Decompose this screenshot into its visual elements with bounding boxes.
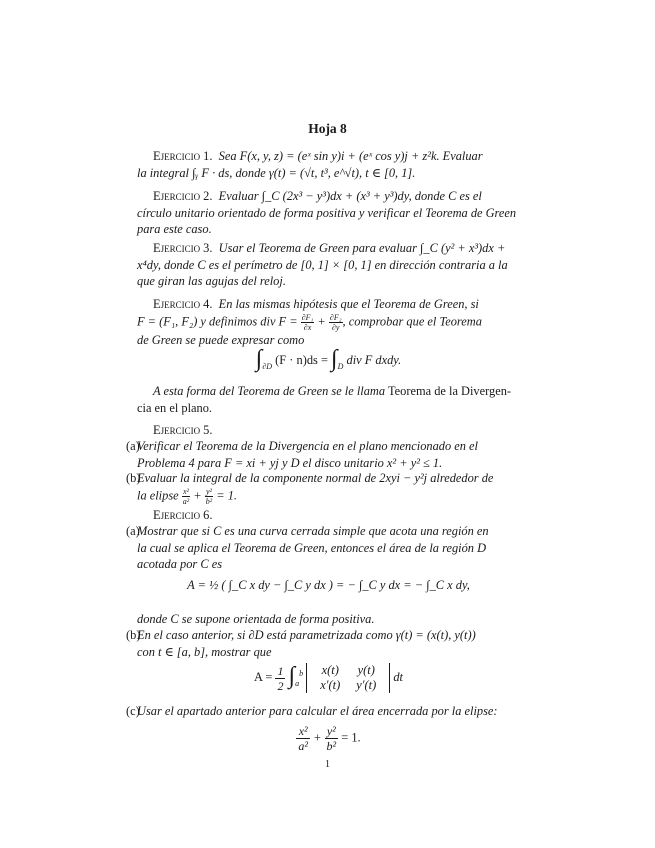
exercise-3-line-1: Usar el Teorema de Green para evaluar ∫_C (y² + x³)dx + bbox=[218, 241, 506, 255]
exercise-5-heading-row bbox=[137, 422, 520, 439]
exercise-4-note bbox=[137, 383, 520, 416]
partial-fraction-2: $\frac{\text{∂F₂}}{\partial y}$ bbox=[329, 312, 342, 332]
item-label: (a) bbox=[126, 439, 140, 453]
exercise-2-line-1: Evaluar ∫_C (2x³ − y³)dx + (x³ + y³)dy, donde C es el bbox=[218, 189, 482, 203]
exercise-4-line-3: de Green se puede expresar como bbox=[137, 332, 305, 347]
exercise-5-b: (b) Evaluar la integral de la componente normal de 2xyi − y²j alrededor de la elipse $\frac{\text{x²}}{\text{a²}}$ + $\frac{\text{y²}}{\text{b²}}$ = 1. bbox=[126, 470, 520, 506]
exercise-5-b-line-2a: la elipse bbox=[137, 487, 179, 502]
exercise-2-line-3: para este caso. bbox=[137, 222, 212, 237]
exercise-5-a-line-2: Problema 4 para F = xi + yj y D el disco unitario x² + y² ≤ 1. bbox=[137, 455, 443, 470]
ellipse-equation: $\frac{\text{x²}}{\text{a²}}$ + $\frac{\text{y²}}{\text{b²}}$ = 1. bbox=[298, 724, 361, 753]
exercise-4-line-2a: F = (F₁, F₂) y definimos div F = bbox=[137, 313, 298, 328]
exercise-3-line-2: x⁴dy, donde C es el perímetro de [0, 1] × [0, 1] en dirección contraria a la bbox=[137, 257, 508, 272]
exercise-6-b-line-2: con t ∈ [a, b], mostrar que bbox=[137, 644, 272, 659]
exercise-6-a-line-3: acotada por C es bbox=[137, 557, 223, 572]
exercise-4 bbox=[137, 296, 520, 348]
exercise-1-line-1: Sea F(x, y, z) = (eˣ sin y)i + (eˣ cos y)j + z²k. Evaluar bbox=[218, 149, 483, 163]
note-italic: A esta forma del Teorema de Green se le llama bbox=[153, 384, 386, 398]
exercise-2-heading: Ejercicio 2. bbox=[153, 189, 213, 203]
ellipse-fraction-x: $\frac{\text{x²}}{\text{a²}}$ bbox=[182, 486, 190, 506]
exercise-6-heading: Ejercicio 6. bbox=[153, 508, 213, 522]
item-label: (a) bbox=[126, 524, 140, 538]
area-formula: A = ½ ( ∫_C x dy − ∫_C y dx ) = − ∫_C y dx = − ∫_C x dy, bbox=[187, 578, 470, 592]
page-title: Hoja 8 bbox=[308, 121, 347, 136]
page-number: 1 bbox=[325, 759, 330, 770]
exercise-3-heading: Ejercicio 3. bbox=[153, 241, 213, 255]
exercise-6-c bbox=[126, 703, 520, 720]
exercise-6-c-line-1: Usar el apartado anterior para calcular el área encerrada por la elipse: bbox=[137, 704, 498, 718]
exercise-5-heading: Ejercicio 5. bbox=[153, 423, 213, 437]
ellipse-fraction-y: $\frac{\text{y²}}{\text{b²}}$ bbox=[205, 486, 213, 506]
exercise-6-heading-row bbox=[137, 507, 520, 524]
divergence-formula: $\int_{\partial D}$ $(F \cdot n)ds = \int_D$ div F dxdy. bbox=[255, 345, 402, 372]
exercise-1-heading: Ejercicio 1. bbox=[153, 149, 213, 163]
exercise-3 bbox=[137, 240, 520, 290]
exercise-4-heading: Ejercicio 4. bbox=[153, 297, 213, 311]
item-label: (b) bbox=[126, 471, 141, 485]
exercise-6-b-line-1: En el caso anterior, si ∂D está parametrizada como γ(t) = (x(t), y(t)) bbox=[137, 628, 476, 642]
exercise-5-a-line-1: Verificar el Teorema de la Divergencia en el plano mencionado en el bbox=[137, 439, 478, 453]
exercise-5-b-line-1: Evaluar la integral de la componente normal de 2xyi − y²j alrededor de bbox=[137, 471, 494, 485]
exercise-2-line-2: círculo unitario orientado de forma positiva y verificar el Teorema de Green bbox=[137, 205, 517, 220]
item-label: (c) bbox=[126, 704, 140, 718]
determinant-formula: A = $\frac{1}{2}$ $\int_a^b$ x(t) y(t) x′(t) y′(t) dt bbox=[253, 662, 403, 693]
partial-fraction-1: $\frac{\text{∂F₁}}{\partial x}$ bbox=[301, 312, 314, 332]
plus-sign: + bbox=[317, 313, 326, 328]
exercise-6-a bbox=[126, 523, 520, 573]
exercise-6-a-after: donde C se supone orientada de forma positiva. bbox=[137, 612, 375, 626]
note-line-2: cia en el plano. bbox=[137, 400, 212, 415]
exercise-6-a-line-2: la cual se aplica el Teorema de Green, entonces el área de la región D bbox=[137, 540, 487, 555]
exercise-5-a bbox=[126, 438, 520, 471]
note-theorem-name: Teorema de la Divergen- bbox=[387, 384, 512, 398]
exercise-2 bbox=[137, 188, 520, 238]
determinant-matrix: x(t) y(t) x′(t) y′(t) bbox=[306, 663, 390, 693]
exercise-1-line-2: la integral ∫ᵧ F · ds, donde γ(t) = (√t, t³, e^√t), t ∈ [0, 1]. bbox=[137, 165, 416, 180]
exercise-6-a-line-1: Mostrar que si C es una curva cerrada simple que acota una región en bbox=[137, 524, 489, 538]
exercise-6-b bbox=[126, 627, 520, 660]
item-label: (b) bbox=[126, 628, 141, 642]
exercise-4-line-2b: , comprobar que el Teorema bbox=[342, 313, 482, 328]
exercise-4-line-1: En las mismas hipótesis que el Teorema de Green, si bbox=[218, 297, 479, 311]
exercise-5-b-line-2b: = 1. bbox=[216, 487, 237, 502]
exercise-3-line-3: que giran las agujas del reloj. bbox=[137, 274, 286, 289]
exercise-1 bbox=[137, 148, 520, 181]
